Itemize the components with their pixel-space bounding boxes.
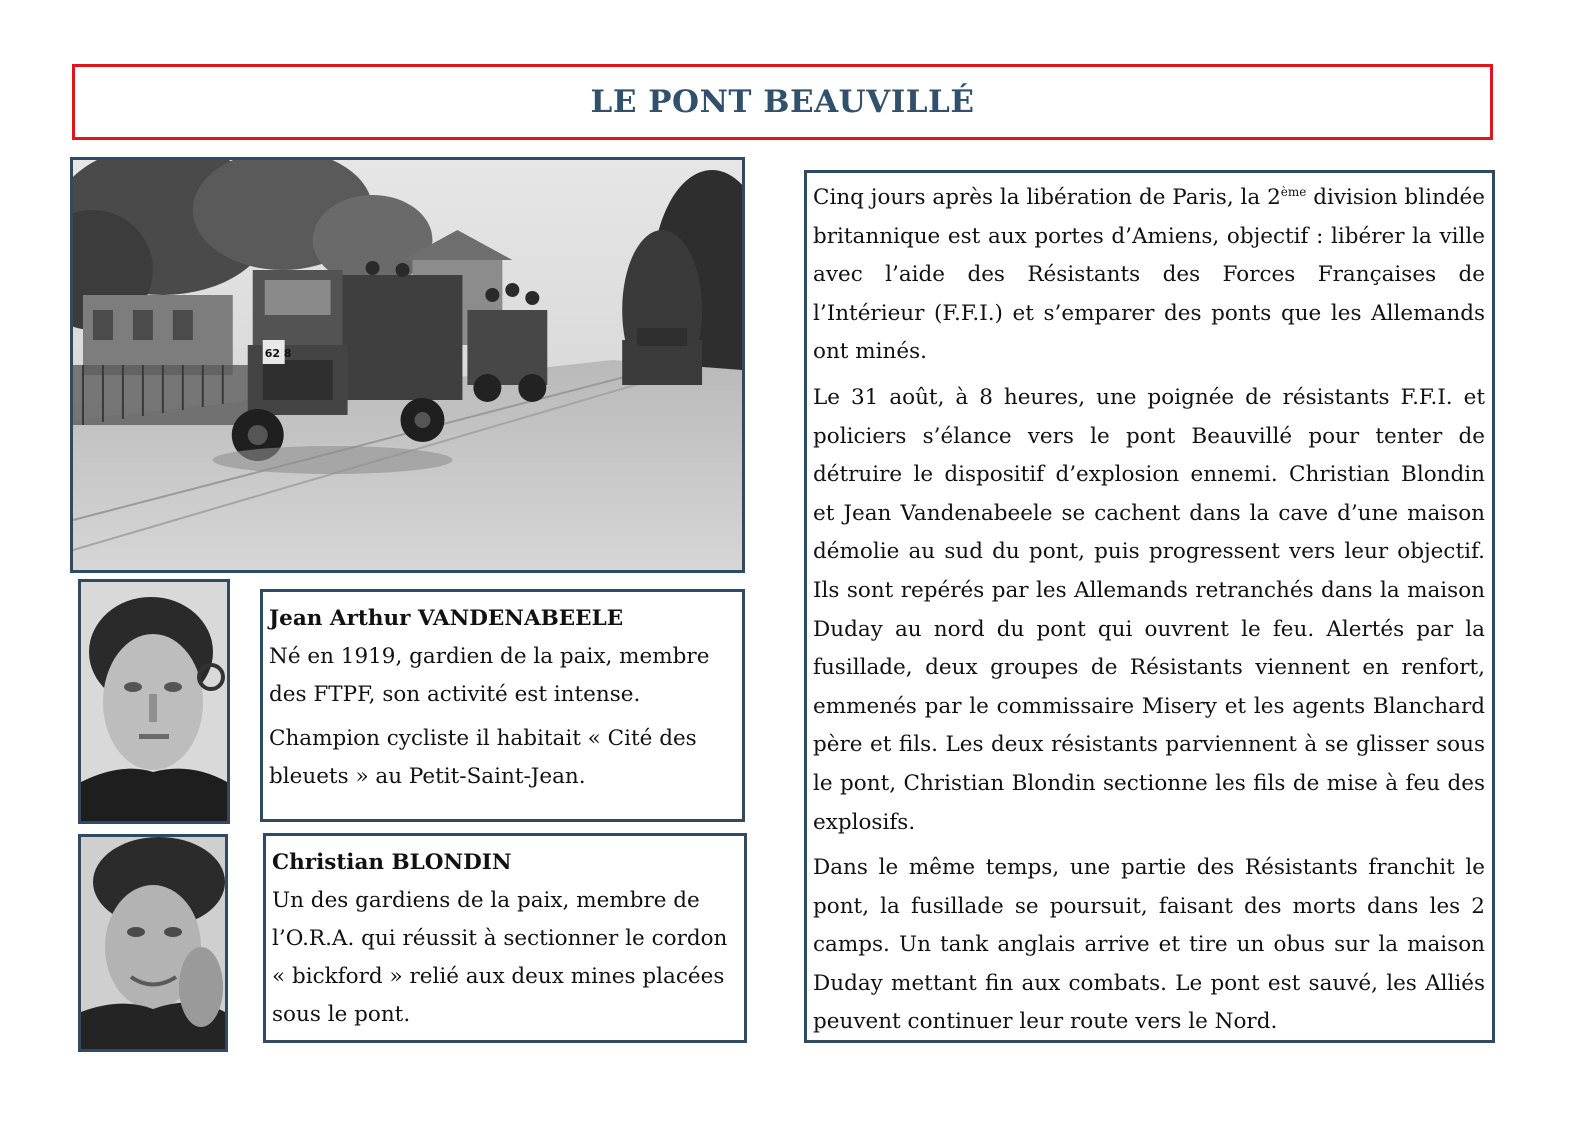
ordinal-superscript: ème bbox=[1280, 184, 1307, 199]
person-name: Christian BLONDIN bbox=[272, 850, 512, 875]
bio-paragraph: Un des gardiens de la paix, membre de l’O.R.A. qui réussit à sectionner le cordon « bickford » relié aux deux mines placées sous le pont. bbox=[272, 888, 728, 1027]
convoy-photo-image bbox=[73, 160, 742, 570]
portrait-blondin-image bbox=[81, 837, 225, 1049]
portrait-blondin bbox=[78, 834, 228, 1052]
person-name: Jean Arthur VANDENABEELE bbox=[269, 606, 624, 631]
bio-paragraph: Né en 1919, gardien de la paix, membre des FTPF, son activité est intense. bbox=[269, 644, 710, 707]
portrait-vandenabeele-image bbox=[81, 582, 227, 821]
story-p1-end: division blindée britannique est aux portes d’Amiens, objectif : libérer la ville avec l’aide des Résistants des Forces Françaises de l’Intérieur (F.F.I.) et s’emparer des ponts que les Allemands ont minés. bbox=[813, 185, 1486, 365]
story-box bbox=[804, 170, 1495, 1043]
story-paragraph-3: Dans le même temps, une partie des Résistants franchit le pont, la fusillade se poursuit, faisant des morts dans les 2 camps. Un tank anglais arrive et tire un obus sur la maison Duday mettant fin aux combats. Le pont est sauvé, les Alliés peuvent continuer leur route vers le Nord. bbox=[813, 855, 1485, 1035]
story-paragraph-1 bbox=[813, 179, 1485, 372]
portrait-vandenabeele bbox=[78, 579, 230, 824]
story-paragraph-2: Le 31 août, à 8 heures, une poignée de résistants F.F.I. et policiers s’élance vers le pont Beauvillé pour tenter de détruire le dispositif d’explosion ennemi. Christian Blondin et Jean Vandenabeele se cachent dans la cave d’une maison démolie au sud du pont, puis progressent vers leur objectif. Ils sont repérés par les Allemands retranchés dans la maison Duday au nord du pont qui ouvrent le feu. Alertés par la fusillade, deux groupes de Résistants viennent en renfort, emmenés par le commissaire Misery et les agents Blanchard père et fils. Les deux résistants parviennent à se glisser sous le pont, Christian Blondin sectionne les fils de mise à feu des explosifs. bbox=[813, 384, 1485, 835]
page-title: LE PONT BEAUVILLÉ bbox=[590, 84, 975, 120]
bio-paragraph: Champion cycliste il habitait « Cité des bleuets » au Petit-Saint-Jean. bbox=[269, 726, 697, 789]
truck-plate: 62 8 bbox=[264, 346, 292, 361]
bio-blondin bbox=[263, 833, 747, 1043]
convoy-photo bbox=[70, 157, 745, 573]
bio-vandenabeele bbox=[260, 589, 745, 822]
title-box bbox=[72, 64, 1493, 140]
story-p1-start: Cinq jours après la libération de Paris, la 2 bbox=[813, 185, 1281, 210]
